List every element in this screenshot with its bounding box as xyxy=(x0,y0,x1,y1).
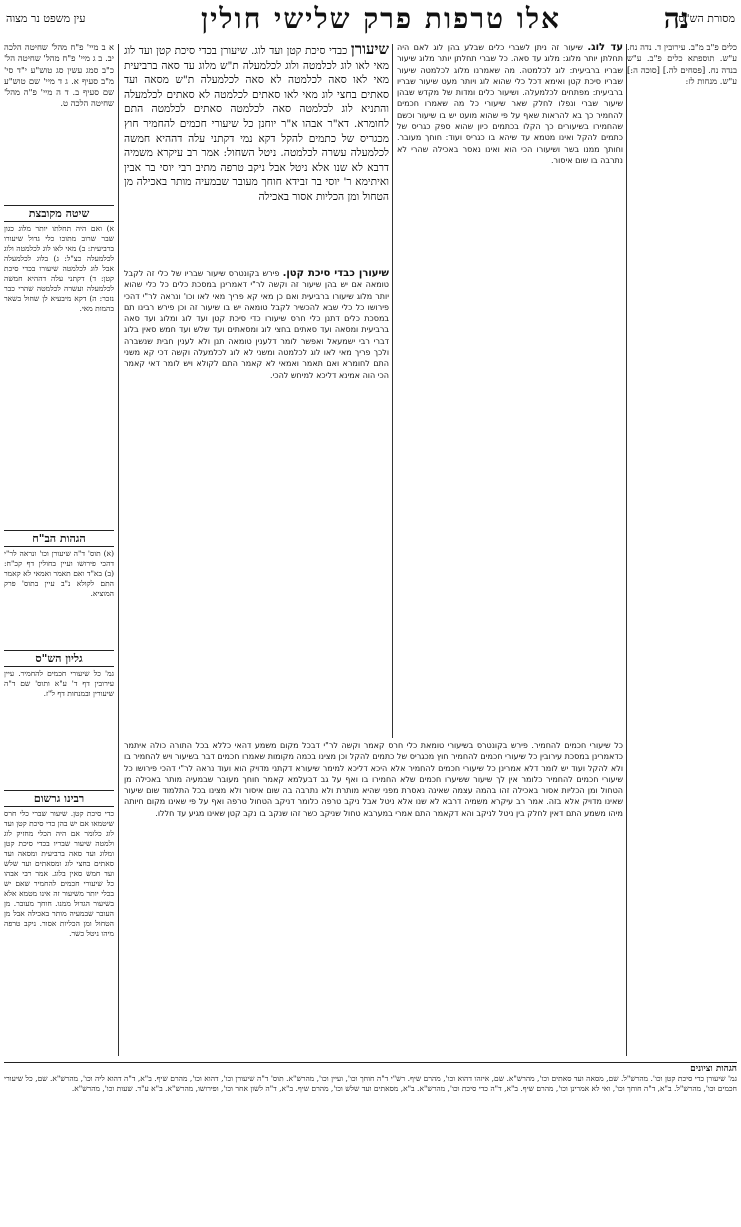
column-rule xyxy=(118,44,119,1056)
tosafot-column xyxy=(124,268,389,736)
column-rule xyxy=(626,44,627,1056)
gilyon-hashas-title: גליון הש"ס xyxy=(4,650,114,667)
shita-mekubetzet-title: שיטה מקובצת xyxy=(4,205,114,222)
gilyon-hashas-box xyxy=(4,650,114,780)
hagahot-habach-box xyxy=(4,530,114,640)
masoret-hashas-margin xyxy=(627,42,737,1057)
rabbeinu-gershom-text: כדי סיכת קטן. שיעור שברי כלי חרס שיטמאו אם יש בהן כדי סיכת קטן ועד לוג כלומר אם היה הכלי מחזיק לוג ולמטה שיעור שבריו בכדי סיכת קטן ומלוג ועד סאה ברביעית ומסאה ועד סאתים בחצי לוג ומסאתים ועד שלש ועד חמש סאין בלוג. אמר רבי אבהו כל שיעורי חכמים להחמיר שאם יש בכלי יותר משיעור זה אינו מטמא אלא בשיעור הגדול ממנו. חוחך מעובר. מן העובר שבמעיה מותר באכילה אבל מן הטחול ומן הכליות אסור. ניקב טרפה מיהו ניטל כשר. xyxy=(4,809,114,938)
column-rule xyxy=(392,44,393,738)
tosafot-text: פירש בקונטרס שיעור שבריו של כלי זה לקבל טומאה אם יש בהן שיעור זה וקשה לר"י דאמרינן במסכת כלים כל כלי שהוא יותר מלוג שיעורו ברביעית ואם כן מאי קא פריך מאי לאו וכו' ונראה לר"י דהכי פירושו כל כלי שבא להכשיר לקבל טומאה יש בו שיעור זה וכן פירש רבינו תם במסכת כלים דתנן כלי חרס שיעורו כדי סיכת קטן ועד לוג ומלוג ועד סאה ברביעית ומסאה ועד סאתים בחצי לוג ומסאתים ועד שלש ועד חמש סאין בלוג דברי רבי ישמעאל ואפשר לומר דלענין טומאה תנן ולא לענין חבית שנשברה ולכך פריך מאי לאו לוג לכלמטה ומשני לא לוג לכלמעלה וקשה דכי קא משני התם לחומרא ואם תאמר ואמאי לא קאמר התם לקולא ויש לומר דאי קאמר הכי הוה אמינא דליכא למיחש להכי. xyxy=(124,269,389,380)
gemara-column xyxy=(124,42,389,264)
rabbeinu-gershom-box xyxy=(4,790,114,1055)
page-header xyxy=(0,0,741,42)
page-title: אלו טרפות פרק שלישי חולין xyxy=(200,2,562,35)
masoret-hashas-text: כלים פ"ב מ"ב. עירובין ד. נדה נח. ע"ש. תוספתא כלים פ"ב. ע"ש בנדה נח. [פסחים לה.] [סוכה ה:] ע"ש. מנחות לז: xyxy=(627,42,737,86)
tosafot-lower-text: כל שיעורי חכמים להחמיר. פירש בקונטרס בשיעורי טומאת כלי חרס קאמר וקשה לר"י דבכל מקום משמע דהאי כללא בכל התורה כולה איתמר כדאמרינן במסכת עירובין כל שיעורי חכמים להחמיר חוץ מכגריס של כתמים להקל וכן מצינו בכמה מקומות שאמרו חכמים דבר בשיעור ויש להחמיר בו ולא להקל ועוד יש לומר דלא אמרינן כל שיעורי חכמים להחמיר אלא היכא דליכא למימר שיעורא דקתני מדויק הוא ועוד נראה לר"י דהכי פירושו כל שיעורי חכמים להחמיר כלומר אין לך שיעור ששיערו חכמים שלא החמירו בו ואף על גב דבעלמא קאמר חוחך מעובר שבמעיה מותר באכילה מן הטחול ומן הכליות אסור באכילה זהו בהמה עצמה שאינה נאסרת מפני שהיא מותרת ולא נתרבה בה שום איסור ולא מצינו בכל התלמוד שום שיעור שאינו מדויק אלא בזה. אמר רב עיקרא משמיה דרבא לא שנו אלא ניטל אבל ניקב טרפה כלומר דניקב הטחול טרפה ואף על פי שאינו מקום חיותה מיהו משמע התם דאין לחלק בין ניטל לניקב והא דקאמר התם אמרי במערבא טחול שניקב כשר זהו שנקב בו נקב קטן שאינו מגיע עד חללו. xyxy=(124,741,623,818)
gemara-text: כבדי סיכת קטן ועד לוג. שיעורן בכדי סיכת קטן ועד לוג מאי לאו לוג לכלמטה ולוג לכלמעלה ת"ש מלוג עד סאה ברביעית מאי לאו סאה לכלמטה לא סאה לכלמעלה ת"ש מסאה ועד סאתים בחצי לוג מאי לאו סאתים לכלמטה לא סאתים לכלמעלה והתניא לוג לכלמטה סאה לכלמטה סאתים לכלמטה התם לחומרא. דא"ר אבהו א"ר יוחנן כל שיעורי חכמים להחמיר חוץ מכגריס של כתמים להקל דקא נמי דקתני עלה דההיא חמשה לכלמעלה עשרה לכלמטה. ניטל השחול: אמר רב עיקרא משמיה דרבא לא שנו אלא ניטל אבל ניקב טרפה מתיב רבי יוסי בר אבין ואיתימא ר' יוסי בר זבידא חוחך מעובר שבמעיה מותר באכילה מן הטחול ומן הכליות אסור באכילה xyxy=(124,45,389,203)
shita-mekubetzet-box xyxy=(4,205,114,395)
masoret-hashas-label: מסורת הש"ס xyxy=(678,12,735,25)
footer-text: גמ' שיעורן כדי סיכת קטן וכו'. מהרש"ל. שם, מסאה ועד סאתים וכו', מהרש"א. שם, איזהו דהוא וכו', מהרם שיף. רש"י ד"ה חוחך וכו', ועיין וכו', מהרש"א. תוס' ד"ה שיעורן וכו', דהוא וכו', מהרם שיף. ב"א, ד"ה דהוא ליה וכו', מהרש"א. שם, כל שיעורי חכמים וכו', מהרש"ל. ב"א, ד"ה חוחך וכו', ואי לא אמרינן וכו', מהרם שיף. ב"א, ד"ה כדי סיכת וכו', מהרש"א. ב"א, מסאתים ועד שלש וכו', מהרם שיף. ב"א, ד"ה לשון אחר וכו', ופירושו, מהרש"א. ב"א ע"ד. שעות וכו', מהרש"א. xyxy=(4,1074,737,1093)
rabbeinu-gershom-title: רבינו גרשום xyxy=(4,790,114,807)
footer-title: הגהות וציונים xyxy=(690,1064,737,1074)
tosafot-lower-block xyxy=(124,740,623,1058)
hagahot-habach-title: הגהות הב"ח xyxy=(4,530,114,547)
gemara-start-word: שיעורן xyxy=(350,42,389,58)
ein-mishpat-text: א ב מיי' פ"ח מהל' שחיטה הלכה יב. ב ג מיי' פ"ח מהל' שחיטה הל' כ"ב סמג עשין סג טוש"ע י"ד סי' מ"ב סעיף א. ג ד מיי' שם טוש"ע שם סעיף ב. ד ה מיי' פ"ה מהל' שחיטה הלכה ט. xyxy=(4,42,114,109)
ein-mishpat-margin xyxy=(4,42,114,192)
rashi-lead: עד לוג. xyxy=(587,42,623,53)
ein-mishpat-label: עין משפט נר מצוה xyxy=(6,12,86,25)
rashi-text: שיעור זה ניתן לשברי כלים שבלע בהן לוג לאם היה תחלתן יותר מלוג: מלוג עד סאה. כל שברי תחלתן יותר מלוג שיעור שבריו ברביעית: לוג לכלמטה. מה שאמרנו מלוג לכלמטה שיעור שבריו סיכת קטן ואימא דכל כלי שהוא לוג ויותר מעט שיעור שבריו ברביעית: מפתחים לכלמעלה. ושיעור כלים ומדות של מקדש שבהן שיעור שברי ונפלו לחלק שאר שיעורי כל מה שאמרו חכמים להחמיר כך בא להראות שאף על פי שהוא מועט יש בו שיעור וכשם שהחמירו בשיעורים כך הקלו בכתמים כיון שהוא ספק כגריס של כתמים להקל ואינו מטמא עד שיהא בו כגריס ועוד: חוחך מעובר. וחותך ממנו בשר ושיעורו הכי הוא ואינו נאסר באכילה שהרי לא נתרבה בו שום איסור. xyxy=(397,43,623,165)
page-number: נה xyxy=(663,2,689,35)
tosafot-lead: שיעורן כבדי סיכת קטן. xyxy=(282,268,389,279)
hagahot-vetziyunim-footer xyxy=(4,1062,737,1223)
gilyon-hashas-text: גמ' כל שיעורי חכמים להחמיר. עיין עירובין דף ד' ע"א ותוס' שם ד"ה שיעורין ובמנחות דף ל"ז. xyxy=(4,669,114,698)
hagahot-habach-text: (א) תוס' ד"ה שיעורן וכו' ונראה לר"י דהכי פירושו ועיין בחולין דף קכ"ח: (ב) בא"ד ואם תאמר ואמאי לא קאמר התם לקולא נ"ב עיין בתוס' פרק המוציא. xyxy=(4,549,114,598)
shita-mekubetzet-text: א) ואם היה תחלתו יותר מלוג כגון שבר שרוב מתוכו כלי גדול שיעורו ברביעית: ב) מאי לאו לוג לכלמטה ולוג לכלמעלה כצ"ל: ג) בלוג לכלמעלה אבל לוג לכלמטה שיעורו בכדי סיכת קטן: ד) דקתני עלה דההיא חמשה לכלמעלה ועשרה לכלמטה שהרי כבר נזכר: ה) דקא מיבעיא לן שחול בשאר בהמות מאי. xyxy=(4,224,114,313)
